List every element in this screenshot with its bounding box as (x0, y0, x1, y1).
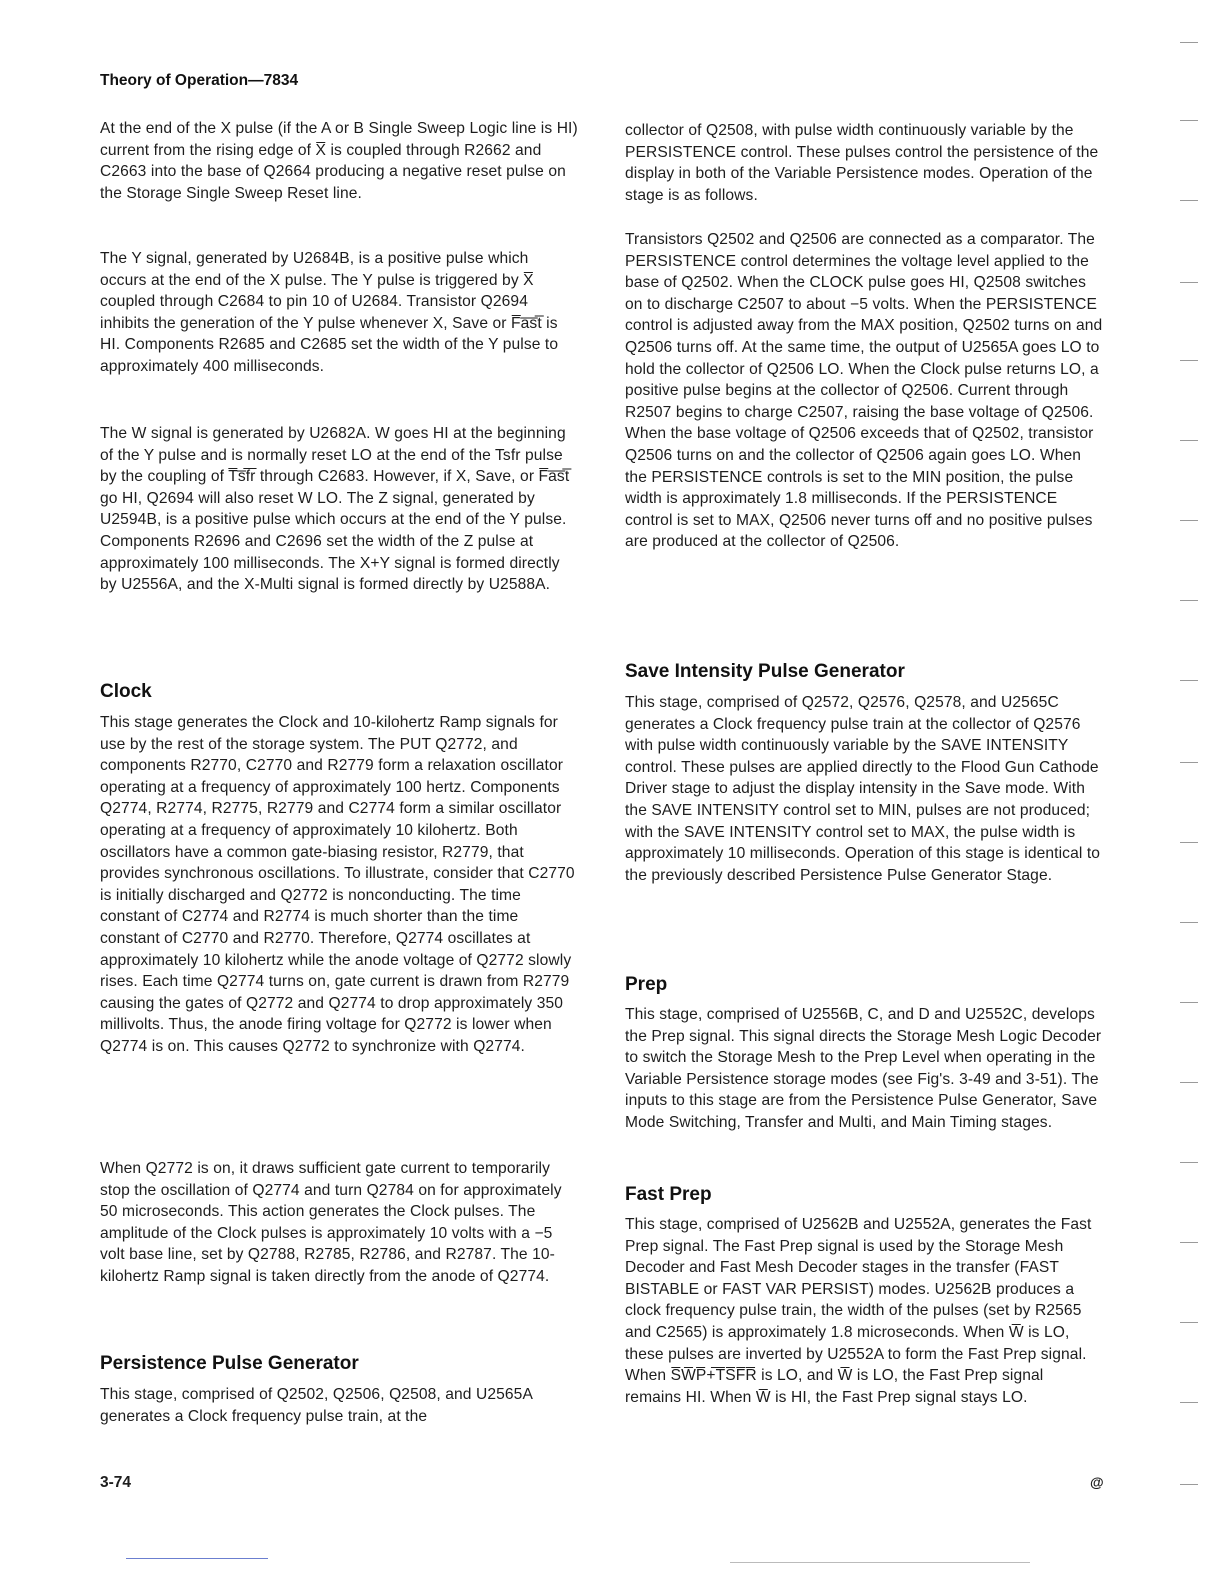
paragraph-prep: This stage, comprised of U2556B, C, and D and U2552C, develops the Prep signal. This signal directs the Storage Mesh Logic Decoder to switch the Storage Mesh to the Prep Level when operating in the Variable Persistence storage modes (see Fig's. 3-49 and 3-51). The inputs to this stage are from the Persistence Pulse Generator, Save Mode Switching, Transfer and Multi, and Main Timing stages. (625, 1006, 1102, 1131)
margin-tick (1180, 520, 1198, 521)
paragraph-y-signal: The Y signal, generated by U2684B, is a positive pulse which occurs at the end of the X pulse. The Y pulse is triggered by X̅ coupled through C2684 to pin 10 of U2684. Transistor Q2694 inhibits the generation of the Y pulse whenever X, Save or F̅a̅s̅t̅ is HI. Components R2685 and C2685 set the width of the Y pulse to approximately 400 milliseconds. (100, 250, 559, 375)
margin-tick (1180, 42, 1198, 43)
margin-tick (1180, 120, 1198, 121)
margin-tick (1180, 600, 1198, 601)
margin-tick (1180, 200, 1198, 201)
margin-tick (1180, 922, 1198, 923)
margin-tick (1180, 842, 1198, 843)
section-title-prep: Prep (625, 974, 668, 995)
paragraph-persistence-1: This stage, comprised of Q2502, Q2506, Q2508, and U2565A generates a Clock frequency pulse train, at the (100, 1386, 533, 1425)
page-header-title: Theory of Operation—7834 (100, 72, 299, 89)
margin-tick (1180, 360, 1198, 361)
paragraph-w-signal: The W signal is generated by U2682A. W goes HI at the beginning of the Y pulse and is normally reset LO at the end of the Tsfr pulse by the coupling of T̅s̅f̅r̅ through C2683. However, if X, Save, or F̅a̅s̅t̅ go HI, Q2694 will also reset W LO. The Z signal, generated by U2594B, is a positive pulse which occurs at the end of the Y pulse. Components R2696 and C2696 set the width of the Z pulse at approximately 100 milliseconds. The X+Y signal is formed directly by U2556A, and the X-Multi signal is formed directly by U2588A. (100, 425, 570, 594)
section-title-fast-prep: Fast Prep (625, 1184, 712, 1205)
margin-tick (1180, 1242, 1198, 1243)
margin-tick (1180, 1484, 1198, 1485)
section-title-clock: Clock (100, 681, 152, 702)
margin-tick (1180, 1082, 1198, 1083)
bottom-rule-right (730, 1562, 1030, 1563)
section-title-persistence: Persistence Pulse Generator (100, 1353, 359, 1374)
bottom-rule-left (126, 1558, 268, 1559)
margin-tick (1180, 1402, 1198, 1403)
margin-tick (1180, 1002, 1198, 1003)
margin-tick (1180, 1162, 1198, 1163)
paragraph-save-intensity: This stage, comprised of Q2572, Q2576, Q2578, and U2565C generates a Clock frequency pulse train at the collector of Q2576 with pulse width continuously variable by the SAVE INTENSITY control. These pulses are applied directly to the Flood Gun Cathode Driver stage to adjust the display intensity in the Save mode. With the SAVE INTENSITY control set to MIN, pulses are not produced; with the SAVE INTENSITY control set to MAX, the pulse width is approximately 10 milliseconds. Operation of this stage is identical to the previously described Persistence Pulse Generator Stage. (625, 694, 1101, 884)
margin-tick (1180, 282, 1198, 283)
right-column (625, 120, 1103, 1440)
section-title-save-intensity: Save Intensity Pulse Generator (625, 661, 905, 682)
paragraph-clock-1: This stage generates the Clock and 10-kilohertz Ramp signals for use by the rest of the storage system. The PUT Q2772, and components R2770, C2770 and R2779 form a relaxation oscillator operating at a frequency of approximately 100 hertz. Components Q2774, R2774, R2775, R2779 and C2774 form a similar oscillator operating at a frequency of approximately 10 kilohertz. Both oscillators have a common gate-biasing resistor, R2779, that provides synchronous oscillations. To illustrate, consider that C2770 is initially discharged and Q2772 is nonconducting. The time constant of C2774 and R2774 is much shorter than the time constant of C2770 and R2770. Therefore, Q2774 oscillates at approximately 10 kilohertz while the anode voltage of Q2772 slowly rises. Each time Q2774 turns on, gate current is drawn from R2779 causing the gates of Q2772 and Q2774 to drop approximately 350 millivolts. Thus, the anode firing voltage for Q2772 is lower when Q2774 is on. This causes Q2772 to synchronize with Q2774. (100, 714, 575, 1055)
margin-tick (1180, 680, 1198, 681)
paragraph-clock-2: When Q2772 is on, it draws sufficient gate current to temporarily stop the oscillation of Q2774 and turn Q2784 on for approximately 50 microseconds. This action generates the Clock pulses. The amplitude of the Clock pulses is approximately 10 volts with a −5 volt base line, set by Q2788, R2785, R2786, and R2787. The 10-kilohertz Ramp signal is taken directly from the anode of Q2774. (100, 1160, 562, 1285)
margin-tick (1180, 440, 1198, 441)
paragraph-persistence-cont: collector of Q2508, with pulse width continuously variable by the PERSISTENCE control. These pulses control the persistence of the display in both of the Variable Persistence modes. Operation of the stage is as follows. (625, 122, 1099, 204)
page-number: 3-74 (100, 1474, 132, 1491)
paragraph-comparator: Transistors Q2502 and Q2506 are connected as a comparator. The PERSISTENCE control determines the voltage level applied to the base of Q2502. When the CLOCK pulse goes HI, Q2508 switches on to discharge C2507 to about −5 volts. When the PERSISTENCE control is adjusted away from the MAX position, Q2502 turns on and Q2506 turns off. At the same time, the output of U2565A goes LO to hold the collector of Q2506 LO. When the Clock pulse returns LO, a positive pulse begins at the collector of Q2506. Current through R2507 begins to charge C2507, raising the base voltage of Q2506. When the base voltage of Q2506 exceeds that of Q2502, transistor Q2506 turns on and the collector of Q2506 again goes LO. When the PERSISTENCE controls is set to the MIN position, the pulse width is approximately 1.8 milliseconds. If the PERSISTENCE control is set to MAX, Q2506 never turns off and no positive pulses are produced at the collector of Q2506. (625, 231, 1103, 551)
paragraph-fast-prep: This stage, comprised of U2562B and U2552A, generates the Fast Prep signal. The Fast Prep signal is used by the Storage Mesh Decoder and Fast Mesh Decoder stages in the transfer (FAST BISTABLE or FAST VAR PERSIST) modes. U2562B produces a clock frequency pulse train, the width of the pulses (set by R2565 and C2565) is approximately 1.8 microseconds. When W̅ is LO, these pulses are inverted by U2552A to form the Fast Prep signal. When S̅W̅P̅+̅T̅S̅F̅R̅ is LO, and W̅ is LO, the Fast Prep signal remains HI. When W̅ is HI, the Fast Prep signal stays LO. (625, 1216, 1092, 1406)
footer-mark: @ (1090, 1474, 1104, 1490)
paragraph-x-pulse: At the end of the X pulse (if the A or B Single Sweep Logic line is HI) current from the rising edge of X̅ is coupled through R2662 and C2663 into the base of Q2664 producing a negative reset pulse on the Storage Single Sweep Reset line. (100, 120, 578, 202)
margin-tick (1180, 1322, 1198, 1323)
left-column (100, 118, 578, 1458)
margin-tick (1180, 762, 1198, 763)
